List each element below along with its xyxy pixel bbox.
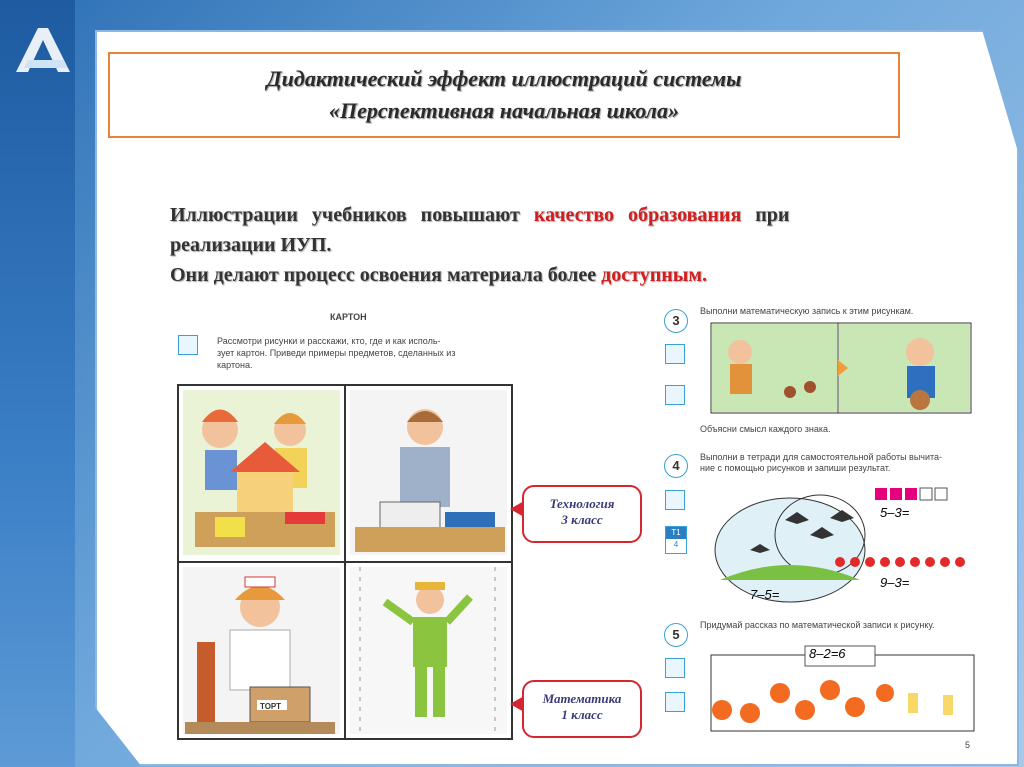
- mushroom-picture: [710, 322, 972, 414]
- task-number: 5: [664, 623, 688, 647]
- task-3-text: Выполни математическую запись к этим рисункам.: [700, 306, 914, 316]
- intro-text: при: [741, 204, 790, 226]
- title-line-2: «Перспективная начальная школа»: [329, 98, 679, 123]
- expression-9-3: 9–3=: [880, 575, 910, 590]
- title-line-1: Дидактический эффект иллюстраций системы: [266, 66, 742, 91]
- page-heading: КАРТОН: [330, 312, 367, 322]
- pencil-icon: [665, 692, 685, 712]
- callout-math: [522, 680, 642, 738]
- intro-line-1: [170, 202, 940, 228]
- person-icon: [665, 658, 685, 678]
- intro-highlight: доступным.: [601, 264, 707, 286]
- task-4-text-2: ние с помощью рисунков и запиши результат.: [700, 463, 891, 473]
- badge-label: Т1: [666, 527, 686, 539]
- expression-8-2: 8–2=6: [809, 646, 846, 661]
- intro-text: Они делают процесс освоения материала более: [170, 264, 602, 286]
- task-number: 4: [664, 454, 688, 478]
- intro-highlight: качество образования: [533, 204, 742, 226]
- notebook-badge: [665, 526, 687, 554]
- task-3-note: Объясни смысл каждого знака.: [700, 424, 831, 434]
- callout-subject: Технология: [549, 496, 615, 511]
- person-icon: [665, 490, 685, 510]
- expression-7-5: 7–5=: [750, 587, 780, 602]
- callout-tail: [510, 501, 524, 517]
- left-decor-band: [0, 0, 75, 767]
- instruction-line-1: Рассмотри рисунки и расскажи, кто, где и как исполь-: [217, 336, 441, 346]
- person-icon: [665, 344, 685, 364]
- expression-5-3: 5–3=: [880, 505, 910, 520]
- book-icon: [178, 335, 198, 355]
- textbook-page-math: [655, 300, 985, 755]
- intro-line-3: [170, 262, 940, 288]
- callout-technology: [522, 485, 642, 543]
- page-number: 5: [965, 740, 971, 750]
- task-number: 3: [664, 309, 688, 333]
- task-5-text: Придумай рассказ по математической записи к рисунку.: [700, 620, 935, 630]
- cardboard-illustration: [175, 382, 515, 742]
- title-box: [108, 52, 900, 138]
- pencil-icon: [665, 385, 685, 405]
- logo-icon: [8, 20, 78, 80]
- textbook-page-technology: [175, 302, 515, 742]
- badge-number: 4: [673, 540, 679, 549]
- instruction-line-3: картона.: [217, 360, 253, 370]
- intro-text: Иллюстрации учебников повышают: [170, 204, 534, 226]
- intro-line-2: реализации ИУП.: [170, 234, 332, 256]
- cake-box-label: ТОРТ: [260, 702, 282, 711]
- callout-grade: 1 класс: [561, 707, 603, 722]
- task-4-text-1: Выполни в тетради для самостоятельной работы вычита-: [700, 452, 943, 462]
- callout-grade: 3 класс: [561, 512, 603, 527]
- callout-subject: Математика: [542, 691, 622, 706]
- instruction-line-2: зует картон. Приведи примеры предметов, сделанных из: [217, 348, 456, 358]
- callout-tail: [510, 696, 524, 712]
